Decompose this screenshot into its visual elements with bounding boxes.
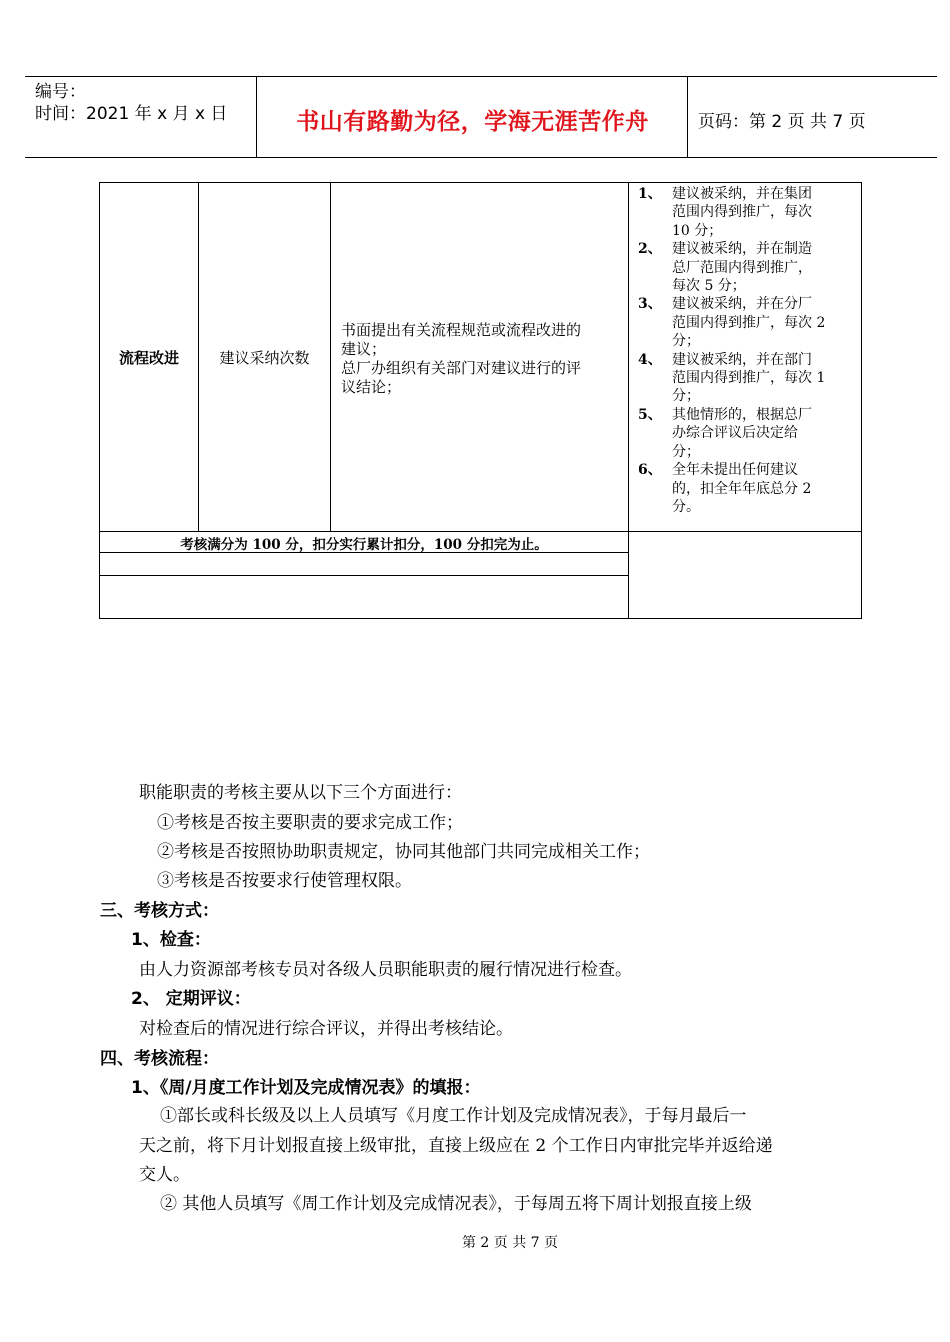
section-heading: 四、考核流程： bbox=[100, 1049, 219, 1069]
subsection-heading: 1、检查： bbox=[131, 930, 211, 950]
intro-text: 职能职责的考核主要从以下三个方面进行： bbox=[139, 783, 462, 803]
rule-number: 1、 bbox=[638, 186, 662, 202]
method-cell bbox=[341, 321, 623, 397]
rule-line: 10 分； bbox=[672, 222, 723, 239]
rule-number: 3、 bbox=[638, 296, 662, 313]
rule-line: 范围内得到推广，每次 2 bbox=[672, 314, 826, 331]
rule-line: 范围内得到推广，每次 bbox=[672, 204, 812, 221]
rule-line: 办综合评议后决定给 bbox=[672, 425, 798, 442]
rule-line: 每次 5 分； bbox=[672, 278, 746, 295]
rule-line: 分； bbox=[672, 388, 700, 405]
number-label: 编号： bbox=[35, 82, 86, 102]
category-cell: 流程改进 bbox=[118, 348, 179, 367]
header-divider bbox=[687, 77, 688, 157]
rule-line: 其他情形的，根据总厂 bbox=[672, 406, 812, 423]
method-line: 建议； bbox=[341, 340, 387, 358]
scoring-rules-cell bbox=[638, 185, 860, 516]
table-row-divider bbox=[100, 575, 628, 576]
rule-line: 总厂范围内得到推广， bbox=[672, 259, 812, 276]
rule-line: 建议被采纳，并在部门 bbox=[672, 351, 812, 368]
section-heading: 三、考核方式： bbox=[100, 901, 219, 921]
header-meta bbox=[35, 81, 227, 125]
method-line: 书面提出有关流程规范或流程改进的 bbox=[341, 321, 582, 339]
scoring-rule bbox=[638, 406, 860, 461]
subsection-heading: 2、 定期评议： bbox=[131, 989, 251, 1009]
method-line: 议结论； bbox=[341, 378, 402, 396]
rule-line: 分； bbox=[672, 333, 700, 350]
indicator-cell: 建议采纳次数 bbox=[219, 348, 310, 367]
rule-line: 范围内得到推广，每次 1 bbox=[672, 370, 826, 387]
rule-number: 5、 bbox=[638, 406, 662, 423]
total-score-note: 考核满分为 100 分，扣分实行累计扣分，100 分扣完为止。 bbox=[180, 537, 548, 553]
paragraph-line: 交人。 bbox=[139, 1165, 190, 1185]
table-row-divider bbox=[100, 531, 862, 532]
scoring-rule bbox=[638, 295, 860, 350]
paragraph: 由人力资源部考核专员对各级人员职能职责的履行情况进行检查。 bbox=[139, 960, 632, 980]
table-col-divider bbox=[628, 183, 629, 619]
rule-number: 6、 bbox=[638, 462, 662, 479]
page-footer: 第 2 页 共 7 页 bbox=[461, 1235, 559, 1251]
scoring-rule bbox=[638, 461, 860, 516]
rule-number: 4、 bbox=[638, 351, 662, 368]
page-header bbox=[25, 76, 937, 158]
table-col-divider bbox=[330, 183, 331, 531]
rule-line: 建议被采纳，并在分厂 bbox=[672, 296, 812, 313]
scoring-rule bbox=[638, 240, 860, 295]
paragraph: 对检查后的情况进行综合评议，并得出考核结论。 bbox=[139, 1019, 513, 1039]
header-motto: 书山有路勤为径，学海无涯苦作舟 bbox=[296, 109, 649, 135]
header-page-number: 页码：第 2 页 共 7 页 bbox=[698, 112, 866, 132]
rule-number: 2、 bbox=[638, 241, 662, 258]
paragraph-line: 天之前，将下月计划报直接上级审批，直接上级应在 2 个工作日内审批完毕并返给递 bbox=[139, 1136, 773, 1156]
subsection-heading: 1、《周/月度工作计划及完成情况表》的填报： bbox=[131, 1078, 481, 1098]
rule-line: 建议被采纳，并在集团 bbox=[672, 186, 812, 202]
assessment-table bbox=[99, 182, 862, 619]
method-line: 总厂办组织有关部门对建议进行的评 bbox=[341, 359, 582, 377]
rule-line: 分； bbox=[672, 443, 700, 460]
rule-line: 分。 bbox=[672, 498, 700, 515]
criteria-item: ③考核是否按要求行使管理权限。 bbox=[157, 871, 412, 891]
scoring-rule bbox=[638, 351, 860, 406]
rule-line: 建议被采纳，并在制造 bbox=[672, 241, 812, 258]
rule-line: 的，扣全年年底总分 2 bbox=[672, 480, 812, 497]
paragraph-line: ①部长或科长级及以上人员填写《月度工作计划及完成情况表》，于每月最后一 bbox=[160, 1106, 747, 1126]
rule-line: 全年未提出任何建议 bbox=[672, 462, 798, 479]
scoring-rule bbox=[638, 185, 860, 240]
criteria-item: ②考核是否按照协助职责规定，协同其他部门共同完成相关工作； bbox=[157, 842, 650, 862]
criteria-item: ①考核是否按主要职责的要求完成工作； bbox=[157, 813, 463, 833]
time-label: 时间：2021 年 x 月 x 日 bbox=[35, 104, 228, 124]
paragraph-line: ② 其他人员填写《周工作计划及完成情况表》，于每周五将下周计划报直接上级 bbox=[160, 1194, 752, 1214]
